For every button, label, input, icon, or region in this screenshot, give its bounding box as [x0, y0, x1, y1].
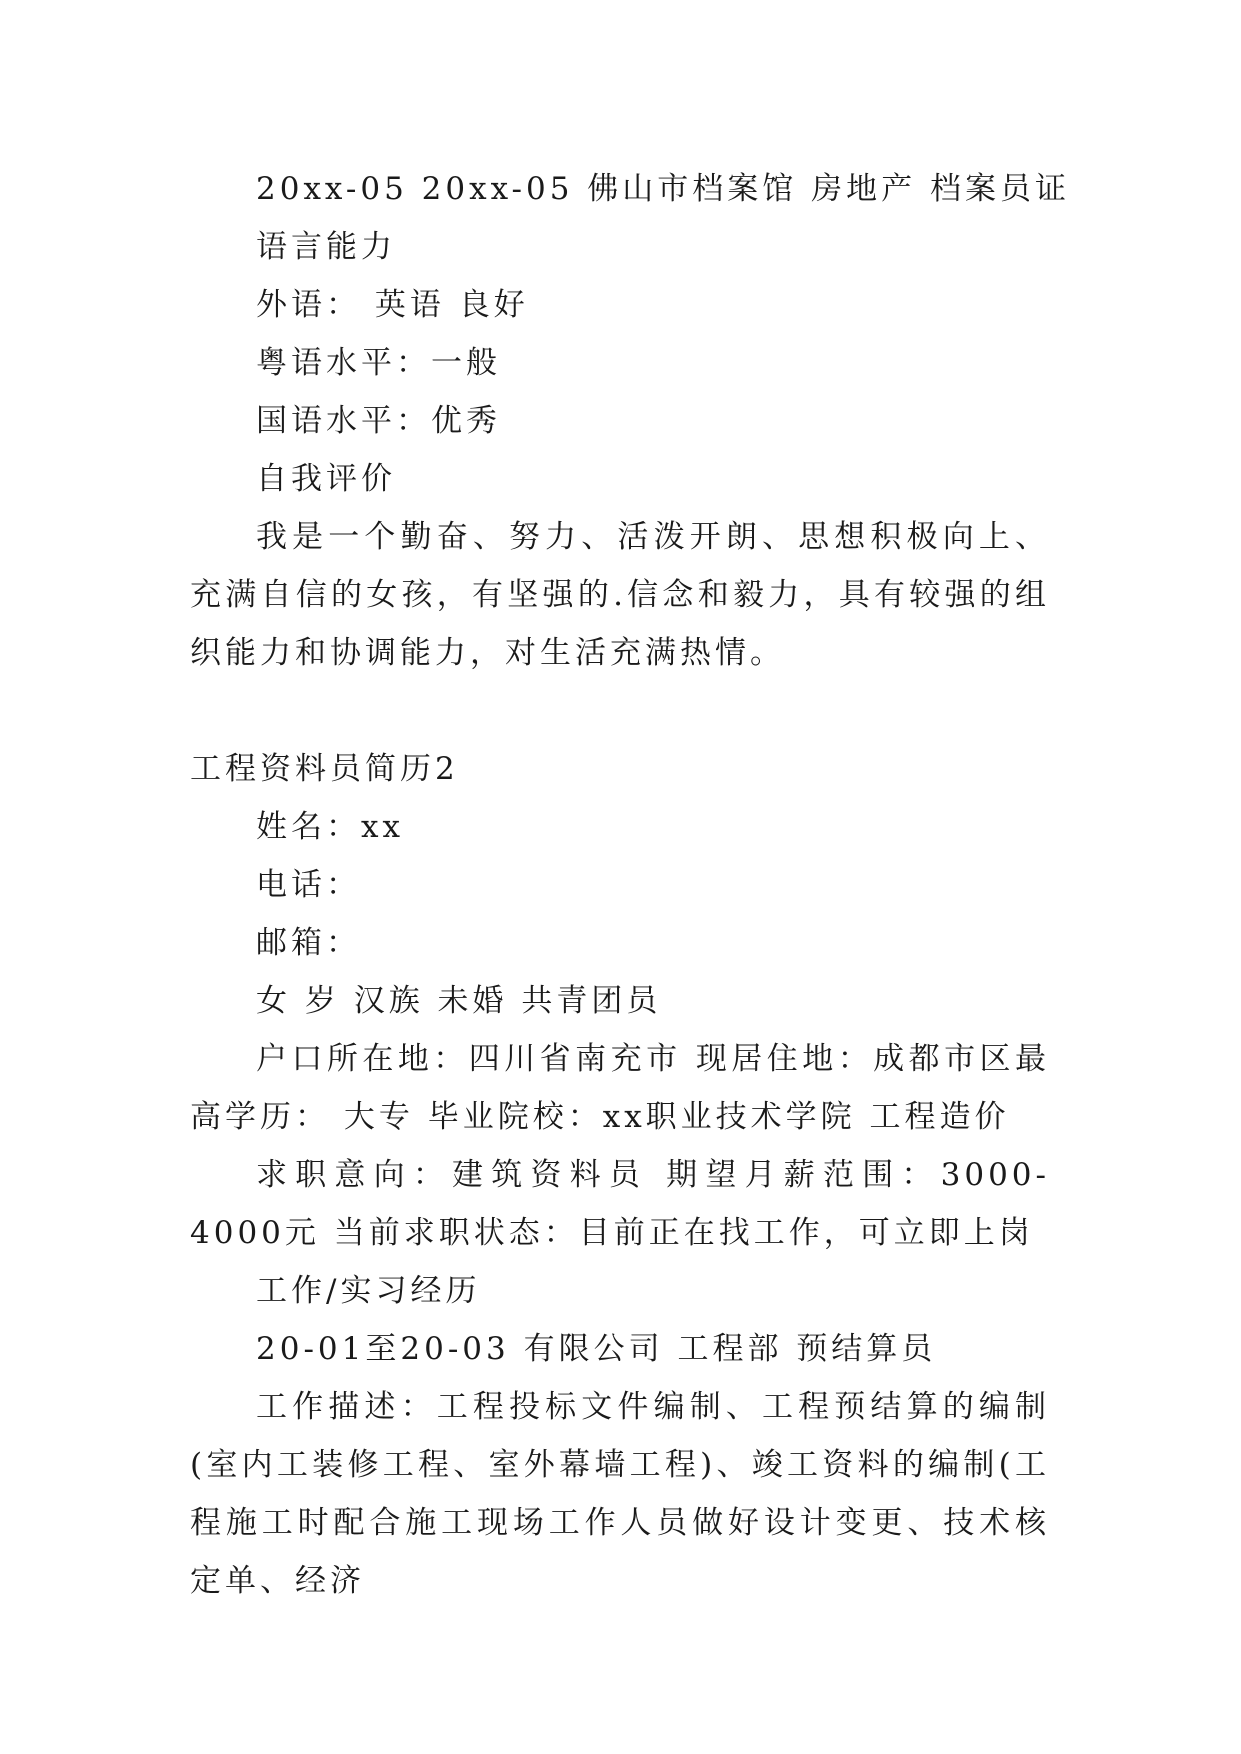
phone-line: 电话： — [256, 867, 361, 903]
resume-title: 工程资料员简历2 — [190, 751, 459, 787]
experience-heading: 工作/实习经历 — [256, 1273, 481, 1309]
language-heading: 语言能力 — [256, 229, 396, 265]
job-intent-text: 求职意向：建筑资料员 期望月薪范围：3000-4000元 当前求职状态：目前正在找工作，可立即上岗 — [190, 1157, 1050, 1251]
residence-education-text: 户口所在地：四川省南充市 现居住地：成都市区最高学历： 大专 毕业院校：xx职业技术学院 工程造价 — [190, 1041, 1050, 1135]
experience-entry: 20-01至20-03 有限公司 工程部 预结算员 — [256, 1331, 937, 1367]
job-description-text: 工作描述：工程投标文件编制、工程预结算的编制(室内工装修工程、室外幕墙工程)、竣工资料的编制(工程施工时配合施工现场工作人员做好设计变更、技术核定单、经济 — [190, 1389, 1050, 1599]
email-line: 邮箱： — [256, 925, 361, 961]
section-gap — [190, 682, 1050, 740]
foreign-language-line: 外语： 英语 良好 — [256, 287, 529, 323]
document-page — [190, 160, 1070, 1610]
self-evaluation-text: 我是一个勤奋、努力、活泼开朗、思想积极向上、充满自信的女孩，有坚强的.信念和毅力，具有较强的组织能力和协调能力，对生活充满热情。 — [190, 519, 1050, 671]
cantonese-line: 粤语水平：一般 — [256, 345, 501, 381]
self-evaluation-heading: 自我评价 — [256, 461, 396, 497]
name-line: 姓名：xx — [256, 809, 404, 845]
mandarin-line: 国语水平：优秀 — [256, 403, 501, 439]
certificate-line: 20xx-05 20xx-05 佛山市档案馆 房地产 档案员证 — [256, 171, 1070, 207]
personal-info-line: 女 岁 汉族 未婚 共青团员 — [256, 983, 662, 1019]
